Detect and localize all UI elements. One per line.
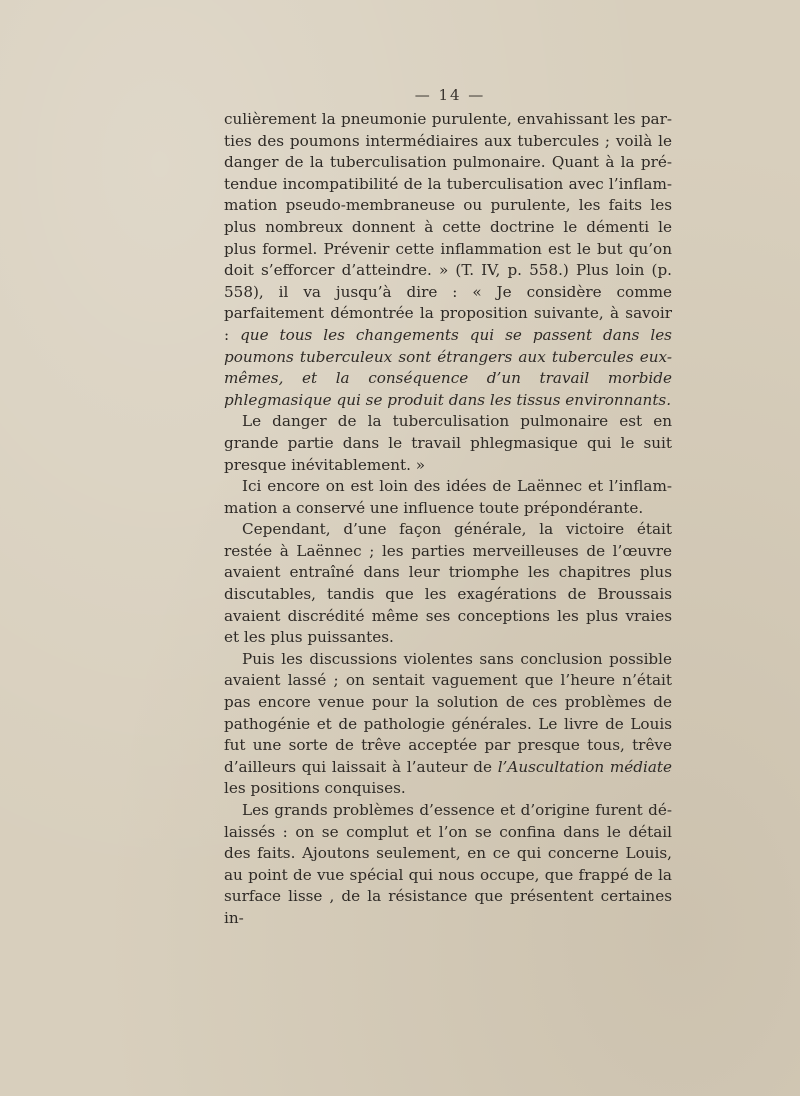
paragraph-4-text: Cependant, d’une façon générale, la victoire était restée à Laënnec ; les parties merveilleuses de l’œuvre avaient entraîné dans leur triomphe les chapitres plus discutables, tandis que les exagérations de Broussais avaient discrédité même ses conceptions les plus vraies et les plus puissantes. (224, 520, 672, 647)
body-text (224, 109, 672, 930)
paragraph-2 (224, 411, 672, 476)
paragraph-5-book-title-italic: l’Auscultation médiate (497, 757, 672, 776)
paragraph-6-text: Les grands problèmes d’essence et d’origine furent délaissés : on se complut et l’on se confina dans le détail des faits. Ajoutons seulement, en ce qui concerne Louis, au point de vue spécial qui nous occupe, que frappé de la surface lisse , de la résistance que présentent certaines in- (224, 801, 672, 927)
paragraph-1 (224, 109, 672, 411)
paragraph-4 (224, 519, 672, 649)
paragraph-1-text: culièrement la pneumonie purulente, envahissant les parties des poumons intermédiaires aux tubercules ; voilà le danger de la tuberculisation pulmonaire. Quant à la prétendue incompatibilité de la tuberculisation avec l’inflammation pseudo-membraneuse ou purulente, les faits les plus nombreux donnent à cette doctrine le démenti le plus formel. Prévenir cette inflammation est le but qu’on doit s’efforcer d’atteindre. » (T. IV, p. 558.) Plus loin (p. 558), il va jusqu’à dire : « Je considère comme parfaitement démontrée la proposition suivante, à savoir : (224, 110, 672, 344)
paragraph-5-text-a: Puis les discussions violentes sans conclusion possible avaient lassé ; on sentait vaguement que l’heure n’était pas encore venue pour la solution de ces problèmes de pathogénie et de pathologie générales. Le livre de Louis fut une sorte de trêve acceptée par presque tous, trêve d’ailleurs qui laissait à l’auteur de (224, 649, 672, 776)
paragraph-5 (224, 649, 672, 800)
paragraph-2-text: Le danger de la tuberculisation pulmonaire est en grande partie dans le travail phlegmasique qui le suit presque inévitablement. » (224, 412, 672, 474)
paragraph-3-text: Ici encore on est loin des idées de Laënnec et l’inflammation a conservé une influence toute prépondérante. (224, 477, 672, 517)
paragraph-1-quote-italic: que tous les changements qui se passent dans les poumons tuberculeux sont étrangers aux tubercules eux-mêmes, et la conséquence d’un travail morbide phlegmasique qui se produit dans les tissus environnants. (224, 325, 672, 409)
paragraph-6 (224, 800, 672, 930)
page-number: — 14 — (414, 86, 486, 104)
paragraph-3 (224, 476, 672, 519)
paragraph-5-text-b: les positions conquises. (224, 779, 406, 798)
